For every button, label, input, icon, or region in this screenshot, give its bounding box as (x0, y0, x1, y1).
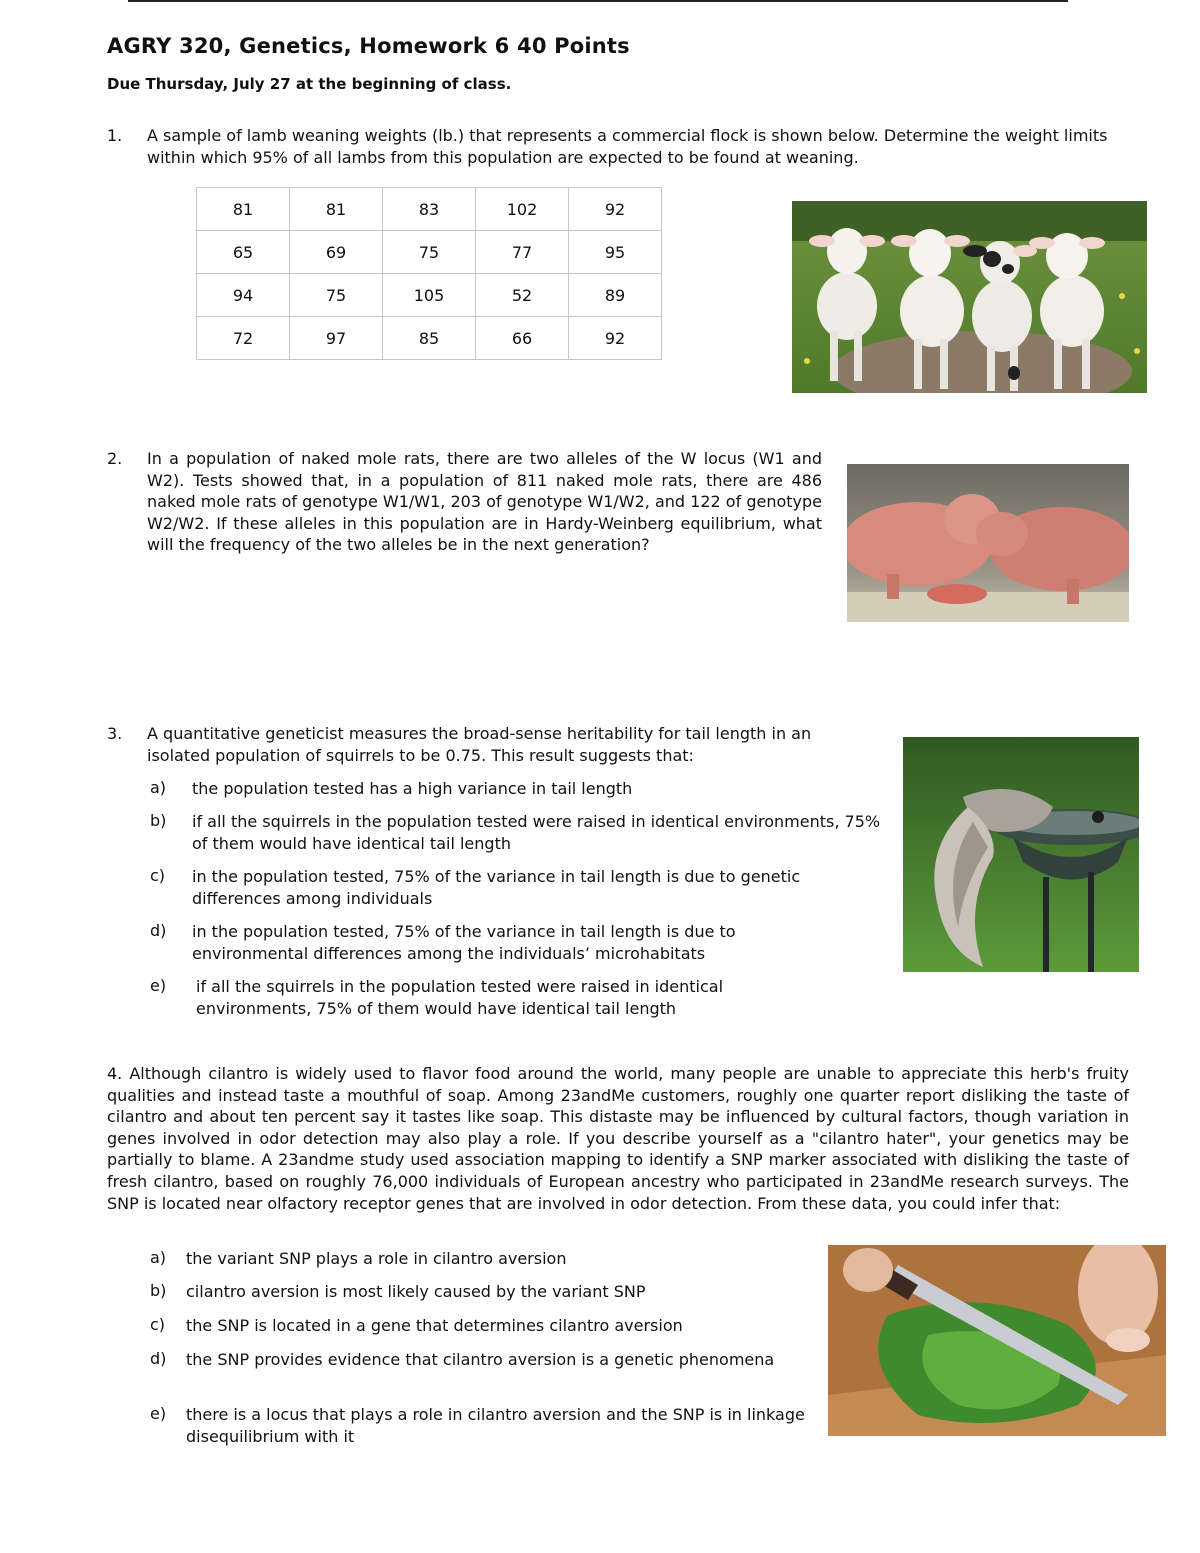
table-cell: 66 (476, 317, 569, 360)
question-3-text: A quantitative geneticist measures the broad-sense heritability for tail length in an isolated population of squirrels to be 0.75. This result suggests that: (147, 724, 812, 765)
q4-option-b: cilantro aversion is most likely caused by the variant SNP (186, 1282, 646, 1301)
table-cell: 95 (569, 231, 662, 274)
page-title: AGRY 320, Genetics, Homework 6 40 Points (107, 34, 630, 58)
q4-option-a: the variant SNP plays a role in cilantro aversion (186, 1249, 567, 1268)
q3-option-c-letter: c) (150, 866, 166, 885)
q3-option-e-letter: e) (150, 976, 167, 995)
question-3-number: 3. (107, 724, 123, 743)
due-date: Due Thursday, July 27 at the beginning of class. (107, 75, 512, 93)
squirrel-photo (903, 737, 1139, 972)
question-2-number: 2. (107, 449, 123, 468)
lambs-photo (792, 201, 1147, 393)
q3-option-c: in the population tested, 75% of the variance in tail length is due to genetic differences among individuals (192, 867, 801, 908)
table-cell: 92 (569, 317, 662, 360)
q3-option-b: if all the squirrels in the population tested were raised in identical environments, 75% of them would have identical tail length (192, 812, 881, 853)
table-cell: 81 (197, 188, 290, 231)
table-cell: 89 (569, 274, 662, 317)
table-cell: 77 (476, 231, 569, 274)
q3-option-e: if all the squirrels in the population tested were raised in identical environments, 75% of them would have identical tail length (196, 977, 724, 1018)
q3-option-d-letter: d) (150, 921, 167, 940)
q3-option-d: in the population tested, 75% of the variance in tail length is due to environmental differences among the individuals’ microhabitats (192, 922, 736, 963)
table-cell: 69 (290, 231, 383, 274)
q4-option-d-letter: d) (150, 1349, 167, 1368)
table-cell: 85 (383, 317, 476, 360)
question-2-text: In a population of naked mole rats, there are two alleles of the W locus (W1 and W2). Tests showed that, in a population of 811 naked mole rats, there are 486 naked mole rats of genotype W1/W1, 203 of genotype W1/W2, and 122 of genotype W2/W2. If these alleles in this population are in Hardy-Weinberg equilibrium, what will the frequency of the two alleles be in the next generation? (147, 449, 822, 555)
table-cell: 75 (383, 231, 476, 274)
table-cell: 92 (569, 188, 662, 231)
top-rule (128, 0, 1068, 2)
q4-option-e-letter: e) (150, 1404, 167, 1423)
table-cell: 72 (197, 317, 290, 360)
table-cell: 102 (476, 188, 569, 231)
table-cell: 52 (476, 274, 569, 317)
q3-option-a-letter: a) (150, 778, 167, 797)
cilantro-photo (828, 1245, 1166, 1436)
table-cell: 75 (290, 274, 383, 317)
q4-option-c: the SNP is located in a gene that determines cilantro aversion (186, 1316, 683, 1335)
question-1-text: A sample of lamb weaning weights (lb.) that represents a commercial flock is shown below. Determine the weight limits within which 95% of all lambs from this population are expected to be found at weaning. (147, 126, 1108, 167)
q4-option-b-letter: b) (150, 1281, 167, 1300)
q3-option-a: the population tested has a high variance in tail length (192, 779, 633, 798)
table-row (197, 188, 662, 231)
question-4-text: 4. Although cilantro is widely used to flavor food around the world, many people are unable to appreciate this herb's fruity qualities and instead taste a mouthful of soap. Among 23andMe customers, roughly one quarter report disliking the taste of cilantro and about ten percent say it tastes like soap. This distaste may be influenced by cultural factors, though variation in genes involved in odor detection may also play a role. If you describe yourself as a "cilantro hater", your genetics may be partially to blame. A 23andme study used association mapping to identify a SNP marker associated with disliking the taste of fresh cilantro, based on roughly 76,000 individuals of European ancestry who participated in 23andMe research surveys. The SNP is located near olfactory receptor genes that are involved in odor detection. From these data, you could infer that: (107, 1064, 1129, 1213)
q3-option-b-letter: b) (150, 811, 167, 830)
question-1-number: 1. (107, 126, 123, 145)
weights-table (196, 187, 662, 360)
q4-option-e: there is a locus that plays a role in cilantro aversion and the SNP is in linkage disequilibrium with it (186, 1405, 805, 1446)
q4-option-c-letter: c) (150, 1315, 166, 1334)
table-row (197, 317, 662, 360)
table-cell: 83 (383, 188, 476, 231)
table-row (197, 231, 662, 274)
table-cell: 65 (197, 231, 290, 274)
q4-option-a-letter: a) (150, 1248, 167, 1267)
table-row (197, 274, 662, 317)
table-cell: 97 (290, 317, 383, 360)
table-cell: 94 (197, 274, 290, 317)
table-cell: 81 (290, 188, 383, 231)
mole-rats-photo (847, 464, 1129, 622)
q4-option-d: the SNP provides evidence that cilantro aversion is a genetic phenomena (186, 1350, 775, 1369)
table-cell: 105 (383, 274, 476, 317)
